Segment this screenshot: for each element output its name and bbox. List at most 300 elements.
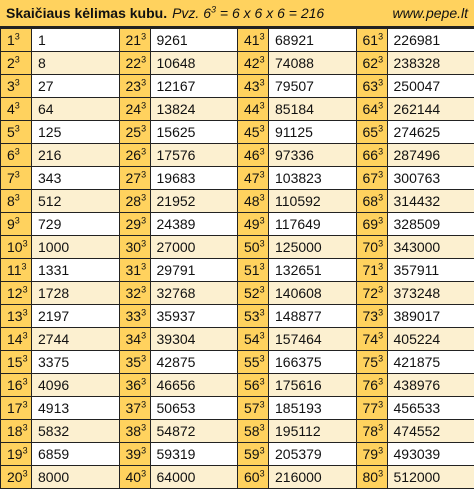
base-number: 57 <box>244 400 260 416</box>
cube-value-cell <box>387 121 474 144</box>
base-number: 19 <box>7 446 23 462</box>
cube-value-cell <box>32 305 120 328</box>
base-number: 9 <box>7 216 15 232</box>
cube-value-cell <box>32 190 120 213</box>
cube-exponent: 3 <box>378 54 383 64</box>
cube-exponent: 3 <box>260 261 265 271</box>
cube-value: 512 <box>38 193 61 209</box>
base-number: 33 <box>126 308 142 324</box>
cube-exponent: 3 <box>23 330 28 340</box>
base-number: 16 <box>7 377 23 393</box>
base-cell <box>356 236 387 259</box>
cube-exponent: 3 <box>260 353 265 363</box>
base-cell <box>1 167 32 190</box>
cube-exponent: 3 <box>378 307 383 317</box>
cube-value: 42875 <box>157 354 196 370</box>
cube-value: 1331 <box>38 262 69 278</box>
cube-value: 729 <box>38 216 61 232</box>
base-number: 34 <box>126 331 142 347</box>
cube-value-cell <box>32 443 120 466</box>
cube-value-cell <box>387 236 474 259</box>
header-title: Skaičiaus kėlimas kubu. <box>6 5 167 21</box>
base-number: 11 <box>7 262 22 278</box>
base-cell <box>356 420 387 443</box>
base-cell <box>1 98 32 121</box>
cube-exponent: 3 <box>260 54 265 64</box>
cube-value: 8000 <box>38 469 69 485</box>
header-bar <box>0 0 474 28</box>
cube-value-cell <box>269 443 357 466</box>
base-number: 28 <box>126 193 142 209</box>
cube-value: 1728 <box>38 285 69 301</box>
cube-exponent: 3 <box>260 284 265 294</box>
table-row <box>1 29 474 52</box>
cube-exponent: 3 <box>378 261 383 271</box>
table-row <box>1 374 474 397</box>
cube-exponent: 3 <box>141 77 146 87</box>
cube-value-cell <box>150 29 238 52</box>
base-number: 36 <box>126 377 142 393</box>
cube-value: 343000 <box>394 239 441 255</box>
base-cell <box>356 328 387 351</box>
example-suffix: = 6 x 6 x 6 = 216 <box>216 5 324 21</box>
base-cell <box>356 52 387 75</box>
cube-value: 117649 <box>275 216 321 232</box>
cube-exponent: 3 <box>378 330 383 340</box>
base-number: 61 <box>363 32 379 48</box>
table-row <box>1 443 474 466</box>
cube-exponent: 3 <box>23 445 28 455</box>
base-number: 58 <box>244 423 260 439</box>
header-site: www.pepe.lt <box>393 5 468 21</box>
cube-value-cell <box>150 236 238 259</box>
base-number: 79 <box>363 446 379 462</box>
base-number: 27 <box>126 170 142 186</box>
base-cell <box>1 397 32 420</box>
base-number: 26 <box>126 147 142 163</box>
base-number: 45 <box>244 124 260 140</box>
cube-value: 132651 <box>275 262 322 278</box>
cube-value-cell <box>387 167 474 190</box>
base-number: 1 <box>7 32 15 48</box>
cube-value-cell <box>387 144 474 167</box>
cube-value: 474552 <box>394 423 441 439</box>
base-cell <box>119 98 150 121</box>
cube-value-cell <box>150 351 238 374</box>
base-number: 59 <box>244 446 260 462</box>
cube-value: 13824 <box>157 101 196 117</box>
cube-value: 2197 <box>38 308 69 324</box>
cube-exponent: 3 <box>378 77 383 87</box>
cube-value-cell <box>150 374 238 397</box>
cube-value: 250047 <box>394 78 441 94</box>
base-cell <box>1 374 32 397</box>
cube-value-cell <box>269 167 357 190</box>
cube-exponent: 3 <box>260 422 265 432</box>
header-example <box>172 5 324 21</box>
table-row <box>1 328 474 351</box>
base-cell <box>356 443 387 466</box>
cube-value-cell <box>269 351 357 374</box>
cube-value: 27000 <box>157 239 196 255</box>
cube-value-cell <box>150 328 238 351</box>
table-row <box>1 98 474 121</box>
cube-value-cell <box>150 305 238 328</box>
base-cell <box>1 52 32 75</box>
cube-value: 110592 <box>275 193 321 209</box>
cube-value-cell <box>387 420 474 443</box>
cube-value-cell <box>150 282 238 305</box>
table-row <box>1 259 474 282</box>
base-cell <box>1 420 32 443</box>
cube-value: 512000 <box>394 469 441 485</box>
cube-value: 166375 <box>275 354 322 370</box>
cube-value: 79507 <box>275 78 314 94</box>
cube-exponent: 3 <box>378 468 383 478</box>
base-cell <box>119 328 150 351</box>
cube-value: 4913 <box>38 400 69 416</box>
base-number: 24 <box>126 101 142 117</box>
cube-value: 97336 <box>275 147 314 163</box>
cube-value-cell <box>269 75 357 98</box>
table-row <box>1 351 474 374</box>
cube-exponent: 3 <box>141 330 146 340</box>
table-row <box>1 190 474 213</box>
base-cell <box>238 305 269 328</box>
base-number: 72 <box>363 285 379 301</box>
base-number: 21 <box>126 32 142 48</box>
base-number: 54 <box>244 331 260 347</box>
base-cell <box>119 282 150 305</box>
cube-exponent: 3 <box>378 422 383 432</box>
cube-value: 357911 <box>394 262 440 278</box>
cube-exponent: 3 <box>141 146 146 156</box>
base-number: 22 <box>126 55 142 71</box>
cube-value-cell <box>32 236 120 259</box>
cube-exponent: 3 <box>141 422 146 432</box>
cube-value-cell <box>269 420 357 443</box>
base-number: 25 <box>126 124 142 140</box>
base-cell <box>238 374 269 397</box>
cube-value: 91125 <box>275 124 313 140</box>
base-number: 41 <box>244 32 260 48</box>
base-cell <box>119 305 150 328</box>
base-number: 39 <box>126 446 142 462</box>
base-cell <box>356 282 387 305</box>
cube-exponent: 3 <box>260 100 265 110</box>
example-prefix: Pvz. 6 <box>172 5 211 21</box>
cube-value-cell <box>269 190 357 213</box>
cube-value: 1 <box>38 32 46 48</box>
cube-exponent: 3 <box>23 284 28 294</box>
base-number: 40 <box>126 469 142 485</box>
base-cell <box>1 121 32 144</box>
base-number: 51 <box>244 262 260 278</box>
cube-value-cell <box>32 351 120 374</box>
base-cell <box>1 213 32 236</box>
cube-value-cell <box>150 397 238 420</box>
base-number: 77 <box>363 400 379 416</box>
cube-exponent: 3 <box>23 376 28 386</box>
cube-value-cell <box>150 466 238 489</box>
cube-value-cell <box>269 29 357 52</box>
base-cell <box>1 236 32 259</box>
cube-value-cell <box>387 466 474 489</box>
base-number: 12 <box>7 285 23 301</box>
base-number: 37 <box>126 400 142 416</box>
cube-value: 64 <box>38 101 54 117</box>
base-cell <box>119 397 150 420</box>
cube-value: 421875 <box>394 354 441 370</box>
cube-exponent: 3 <box>378 215 383 225</box>
cube-exponent: 3 <box>260 468 265 478</box>
base-number: 80 <box>363 469 379 485</box>
base-number: 46 <box>244 147 260 163</box>
table-row <box>1 305 474 328</box>
base-cell <box>356 121 387 144</box>
base-cell <box>1 443 32 466</box>
base-number: 74 <box>363 331 379 347</box>
base-number: 47 <box>244 170 260 186</box>
cube-value: 405224 <box>394 331 441 347</box>
cube-value-cell <box>269 397 357 420</box>
cube-exponent: 3 <box>15 31 20 41</box>
base-number: 15 <box>7 354 23 370</box>
base-cell <box>238 282 269 305</box>
cube-value-cell <box>269 305 357 328</box>
cube-value: 216000 <box>275 469 322 485</box>
base-cell <box>238 167 269 190</box>
cube-exponent: 3 <box>378 238 383 248</box>
base-number: 78 <box>363 423 379 439</box>
cube-exponent: 3 <box>141 192 146 202</box>
base-number: 67 <box>363 170 379 186</box>
base-number: 52 <box>244 285 260 301</box>
cube-value-cell <box>269 374 357 397</box>
cube-value: 216 <box>38 147 61 163</box>
base-cell <box>119 121 150 144</box>
base-cell <box>238 443 269 466</box>
cube-value-cell <box>269 236 357 259</box>
cube-value: 1000 <box>38 239 69 255</box>
base-number: 64 <box>363 101 379 117</box>
cube-exponent: 3 <box>260 330 265 340</box>
base-number: 23 <box>126 78 142 94</box>
cube-value: 2744 <box>38 331 69 347</box>
base-cell <box>119 52 150 75</box>
cube-exponent: 3 <box>141 468 146 478</box>
cube-value-cell <box>32 397 120 420</box>
cube-value: 125 <box>38 124 61 140</box>
base-number: 66 <box>363 147 379 163</box>
cube-exponent: 3 <box>23 307 28 317</box>
base-cell <box>119 29 150 52</box>
cube-exponent: 3 <box>260 123 265 133</box>
cube-value: 274625 <box>394 124 441 140</box>
cube-exponent: 3 <box>141 238 146 248</box>
cube-exponent: 3 <box>378 376 383 386</box>
base-cell <box>238 466 269 489</box>
base-cell <box>356 259 387 282</box>
base-cell <box>1 466 32 489</box>
cube-value: 314432 <box>394 193 441 209</box>
cube-value: 74088 <box>275 55 314 71</box>
cube-value-cell <box>387 282 474 305</box>
cube-value: 85184 <box>275 101 314 117</box>
table-row <box>1 236 474 259</box>
cube-value: 125000 <box>275 239 322 255</box>
cube-exponent: 3 <box>378 169 383 179</box>
base-number: 71 <box>363 262 379 278</box>
base-number: 76 <box>363 377 379 393</box>
cube-value: 343 <box>38 170 61 186</box>
base-number: 32 <box>126 285 142 301</box>
base-number: 3 <box>7 78 15 94</box>
cube-value-cell <box>150 443 238 466</box>
base-number: 35 <box>126 354 142 370</box>
cube-exponent: 3 <box>141 353 146 363</box>
cube-value: 103823 <box>275 170 322 186</box>
cube-exponent: 3 <box>260 307 265 317</box>
cube-value-cell <box>32 29 120 52</box>
cube-value-cell <box>32 52 120 75</box>
cube-value: 456533 <box>394 400 441 416</box>
cube-value-cell <box>269 466 357 489</box>
cube-exponent: 3 <box>378 284 383 294</box>
base-number: 65 <box>363 124 379 140</box>
base-cell <box>119 420 150 443</box>
base-cell <box>356 213 387 236</box>
base-number: 38 <box>126 423 142 439</box>
base-cell <box>119 351 150 374</box>
base-number: 55 <box>244 354 260 370</box>
example-exponent: 3 <box>211 4 216 14</box>
cube-value: 195112 <box>275 423 321 439</box>
base-cell <box>238 75 269 98</box>
cube-value: 328509 <box>394 216 441 232</box>
cube-value: 32768 <box>157 285 196 301</box>
base-cell <box>119 374 150 397</box>
cube-value-cell <box>387 328 474 351</box>
cube-value: 64000 <box>157 469 196 485</box>
cube-value-cell <box>387 374 474 397</box>
base-cell <box>356 351 387 374</box>
cube-exponent: 3 <box>378 100 383 110</box>
base-number: 70 <box>363 239 379 255</box>
cube-exponent: 3 <box>378 192 383 202</box>
cube-value: 300763 <box>394 170 441 186</box>
cube-exponent: 3 <box>23 422 28 432</box>
cube-exponent: 3 <box>15 169 20 179</box>
cube-value: 185193 <box>275 400 322 416</box>
base-cell <box>238 190 269 213</box>
cube-exponent: 3 <box>23 353 28 363</box>
cube-exponent: 3 <box>378 399 383 409</box>
base-number: 20 <box>7 469 23 485</box>
cube-value: 21952 <box>157 193 196 209</box>
cube-exponent: 3 <box>141 123 146 133</box>
cube-value-cell <box>150 420 238 443</box>
cube-value: 373248 <box>394 285 441 301</box>
cube-exponent: 3 <box>141 215 146 225</box>
base-number: 48 <box>244 193 260 209</box>
cube-value-cell <box>32 167 120 190</box>
base-cell <box>1 351 32 374</box>
cube-exponent: 3 <box>260 77 265 87</box>
cube-value-cell <box>32 259 120 282</box>
base-number: 30 <box>126 239 142 255</box>
cube-exponent: 3 <box>141 376 146 386</box>
base-number: 63 <box>363 78 379 94</box>
cube-value-cell <box>32 213 120 236</box>
table-row <box>1 167 474 190</box>
base-cell <box>119 236 150 259</box>
base-number: 13 <box>7 308 23 324</box>
base-cell <box>238 144 269 167</box>
table-row <box>1 466 474 489</box>
cube-value-cell <box>269 52 357 75</box>
table-row <box>1 144 474 167</box>
cube-exponent: 3 <box>141 445 146 455</box>
base-number: 68 <box>363 193 379 209</box>
cube-exponent: 3 <box>378 445 383 455</box>
cube-value: 17576 <box>157 147 196 163</box>
cube-value: 157464 <box>275 331 322 347</box>
cube-exponent: 3 <box>378 31 383 41</box>
cube-exponent: 3 <box>378 123 383 133</box>
base-number: 18 <box>7 423 23 439</box>
base-cell <box>238 52 269 75</box>
cube-exponent: 3 <box>260 445 265 455</box>
cube-exponent: 3 <box>141 54 146 64</box>
cube-value: 39304 <box>157 331 196 347</box>
cube-value-cell <box>32 466 120 489</box>
cube-value: 24389 <box>157 216 196 232</box>
cube-exponent: 3 <box>15 77 20 87</box>
base-number: 8 <box>7 193 15 209</box>
cube-value: 287496 <box>394 147 441 163</box>
cube-value-cell <box>269 213 357 236</box>
base-number: 44 <box>244 101 260 117</box>
cube-value-cell <box>387 75 474 98</box>
table-row <box>1 397 474 420</box>
cube-value: 12167 <box>157 78 196 94</box>
cube-exponent: 3 <box>260 376 265 386</box>
base-cell <box>238 351 269 374</box>
cube-value-cell <box>387 52 474 75</box>
cube-exponent: 3 <box>141 261 146 271</box>
base-number: 75 <box>363 354 379 370</box>
cube-value: 27 <box>38 78 54 94</box>
base-cell <box>119 443 150 466</box>
base-cell <box>356 374 387 397</box>
cubes-table-body <box>1 29 474 489</box>
cube-value-cell <box>32 98 120 121</box>
cube-exponent: 3 <box>23 468 28 478</box>
base-number: 10 <box>7 239 23 255</box>
cube-value: 59319 <box>157 446 196 462</box>
cube-value: 205379 <box>275 446 322 462</box>
base-number: 62 <box>363 55 379 71</box>
cube-exponent: 3 <box>141 399 146 409</box>
base-number: 50 <box>244 239 260 255</box>
cube-exponent: 3 <box>141 169 146 179</box>
cube-value-cell <box>387 190 474 213</box>
table-row <box>1 121 474 144</box>
cube-exponent: 3 <box>260 399 265 409</box>
cube-value: 238328 <box>394 55 441 71</box>
base-cell <box>238 29 269 52</box>
